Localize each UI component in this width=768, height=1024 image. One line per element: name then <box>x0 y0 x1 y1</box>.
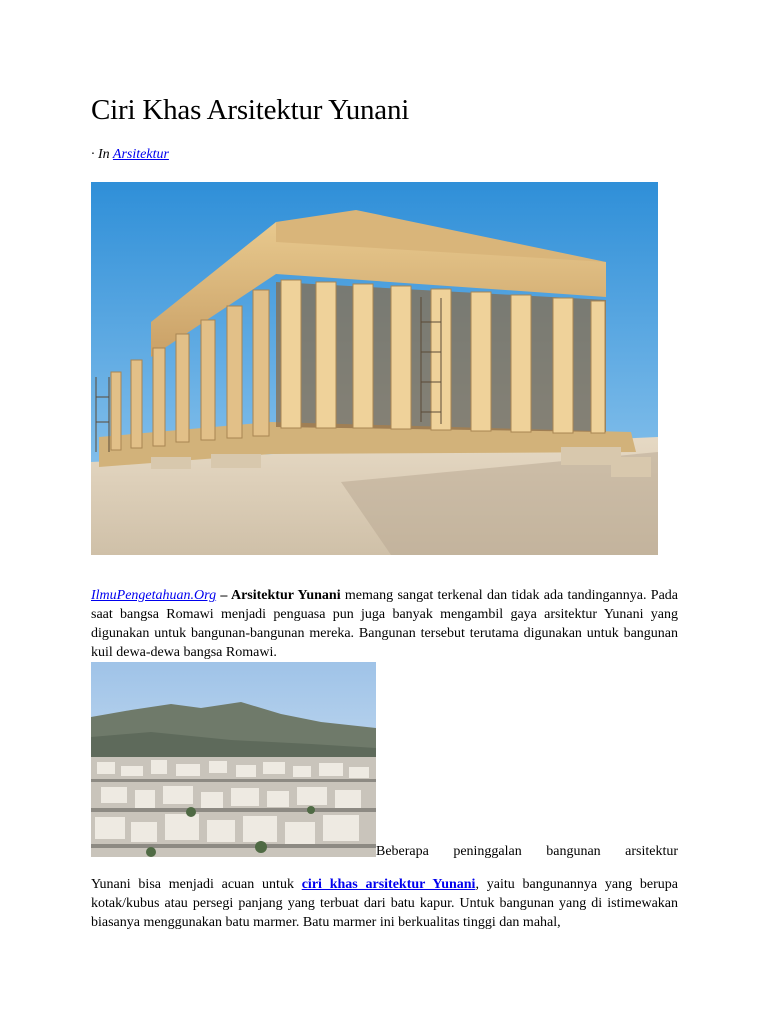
article-meta <box>91 146 169 164</box>
paragraph2-first-line: Beberapa peninggalan bangunan arsitektur <box>376 844 678 859</box>
article-title: Ciri Khas Arsitektur Yunani <box>91 94 410 126</box>
athens-image <box>91 662 376 857</box>
parthenon-illustration <box>91 182 658 555</box>
paragraph2-text-before: Yunani bisa menjadi acuan untuk <box>91 877 302 892</box>
ciri-khas-link[interactable]: ciri khas arsitektur Yunani <box>301 877 476 892</box>
athens-illustration <box>91 662 376 857</box>
meta-prefix: · In <box>91 147 113 162</box>
intro-text: memang sangat terkenal dan tidak ada tandingannya. Pada saat bangsa Romawi menjadi penguasa pun juga banyak mengambil gaya arsitektur Yunani yang digunakan untuk bangunan-bangunan mereka. Bangunan tersebut terutama digunakan untuk bangunan kuil dewa-dewa bangsa Romawi. <box>91 588 679 660</box>
category-link[interactable]: Arsitektur <box>112 147 169 162</box>
paragraph2-text-after: , yaitu bangunannya yang berupa kotak/kubus atau persegi panjang yang terbuat dari batu kapur. Untuk bangunan yang di istimewakan biasanya menggunakan batu marmer. Batu marmer ini berkualitas tinggi dan mahal, <box>91 877 678 930</box>
second-paragraph <box>91 875 678 932</box>
parthenon-image <box>91 182 658 555</box>
intro-paragraph <box>91 586 678 662</box>
intro-dash: – <box>216 588 231 603</box>
intro-bold-term: Arsitektur Yunani <box>230 588 341 603</box>
source-link[interactable]: IlmuPengetahuan.Org <box>91 588 217 603</box>
